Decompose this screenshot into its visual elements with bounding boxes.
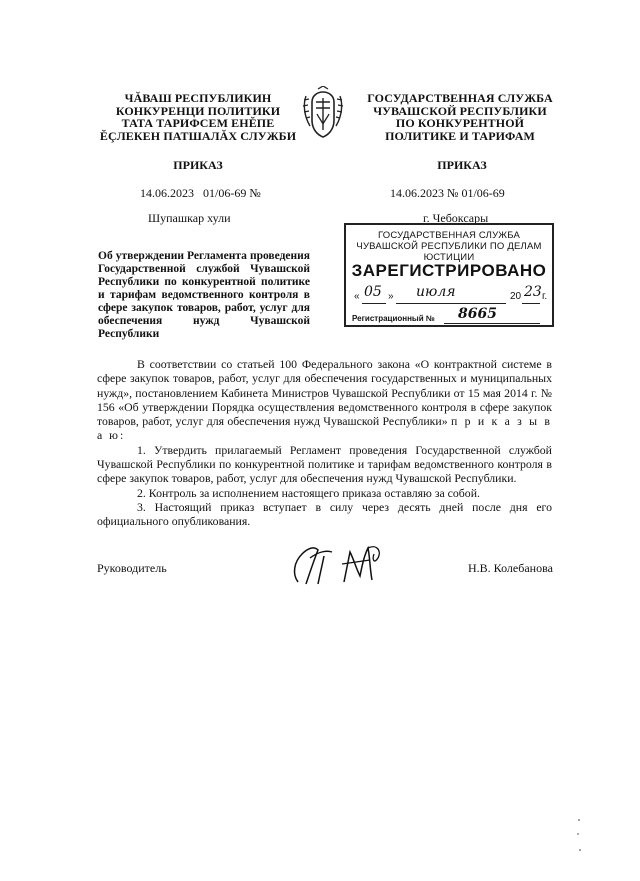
stamp-year-mark: г. (542, 291, 548, 302)
stamp-reg-number: 8665 (458, 306, 497, 322)
coat-of-arms-icon (300, 86, 346, 140)
stamp-day: 05 (364, 284, 382, 300)
stamp-month-line (396, 303, 506, 304)
stamp-close-quote: » (388, 291, 394, 302)
city-left: Шупашкар хули (148, 211, 231, 225)
body-item-1: 1. Утвердить прилагаемый Регламент проведения Государственной службой Чувашской Республики по конкурентной политике и тарифам ведомственного контроля в сфере закупок товаров, работ, услуг для обеспечения нужд Чувашской Республики. (97, 442, 552, 486)
header-left-line: ЧĂВАШ РЕСПУБЛИКИН (124, 91, 272, 105)
doc-type-left: ПРИКАЗ (173, 158, 223, 172)
stamp-month: июля (416, 284, 456, 300)
decree-word: п р и к а з ы в а ю: (97, 414, 552, 443)
body-intro: В соответствии со статьей 100 Федерального закона «О контрактной системе в сфере закупок товаров, работ, услуг для обеспечения государственных и муниципальных нужд», постановлением Кабинета Министров Чувашской Республики от 15 мая 2014 г. № 156 «Об утверждении Порядка осуществления ведомственного контроля в сфере закупок товаров, работ, услуг для обеспечения нужд Чувашской Республики» (97, 357, 552, 429)
handwritten-signature (284, 538, 394, 590)
stamp-year: 23 (524, 284, 542, 300)
stamp-reg-line (444, 323, 540, 324)
registration-stamp (344, 223, 554, 327)
header-left-line: ТАТА ТАРИФСЕМ ЕНĔПЕ (121, 116, 275, 130)
city-right: г. Чебоксары (423, 211, 489, 225)
header-left-line: КОНКУРЕНЦИ ПОЛИТИКИ (115, 103, 281, 118)
header-right-russian (360, 92, 560, 142)
stamp-year-prefix: 20 (510, 291, 522, 302)
body-item-3: 3. Настоящий приказ вступает в силу через десять дней после дня его официального опубликования. (97, 499, 552, 529)
header-right-line: ЧУВАШСКОЙ РЕСПУБЛИКИ (373, 103, 547, 118)
signatory-name: Н.В. Колебанова (468, 561, 553, 575)
order-body (97, 357, 552, 529)
doc-type-right: ПРИКАЗ (437, 158, 487, 172)
stamp-status: ЗАРЕГИСТРИРОВАНО (351, 261, 547, 280)
stamp-day-line (362, 303, 386, 304)
stamp-organization: ГОСУДАРСТВЕННАЯ СЛУЖБА ЧУВАШСКОЙ РЕСПУБЛИКИ ПО ДЕЛАМ ЮСТИЦИИ (356, 230, 542, 263)
body-item-2: 2. Контроль за исполнением настоящего приказа оставляю за собой. (137, 485, 480, 500)
header-left-chuvash (98, 92, 298, 142)
order-subject: Об утверждении Регламента проведения Государственной службой Чувашской Республики по конкурентной политике и тарифам ведомственного контроля в сфере закупок товаров, работ, услуг для обеспечения нужд Чувашской Республики (98, 250, 310, 340)
header-right-line: ГОСУДАРСТВЕННАЯ СЛУЖБА (367, 91, 553, 105)
date-number-right: 14.06.2023 № 01/06-69 (390, 186, 505, 200)
signatory-title: Руководитель (97, 561, 167, 575)
header-left-line: ĔÇЛЕКЕН ПАТШАЛĂХ СЛУЖБИ (99, 128, 297, 143)
header-right-line: ПОЛИТИКЕ И ТАРИФАМ (385, 128, 535, 143)
date-number-left: 14.06.2023 01/06-69 № (140, 186, 261, 200)
stamp-year-line (522, 303, 540, 304)
stamp-reg-label: Регистрационный № (352, 314, 435, 323)
scan-specks (573, 816, 585, 856)
stamp-open-quote: « (354, 291, 360, 302)
body-paragraph (97, 357, 552, 443)
header-right-line: ПО КОНКУРЕНТНОЙ (395, 116, 525, 130)
stamp-date (354, 284, 548, 305)
stamp-registration-number (352, 306, 546, 325)
